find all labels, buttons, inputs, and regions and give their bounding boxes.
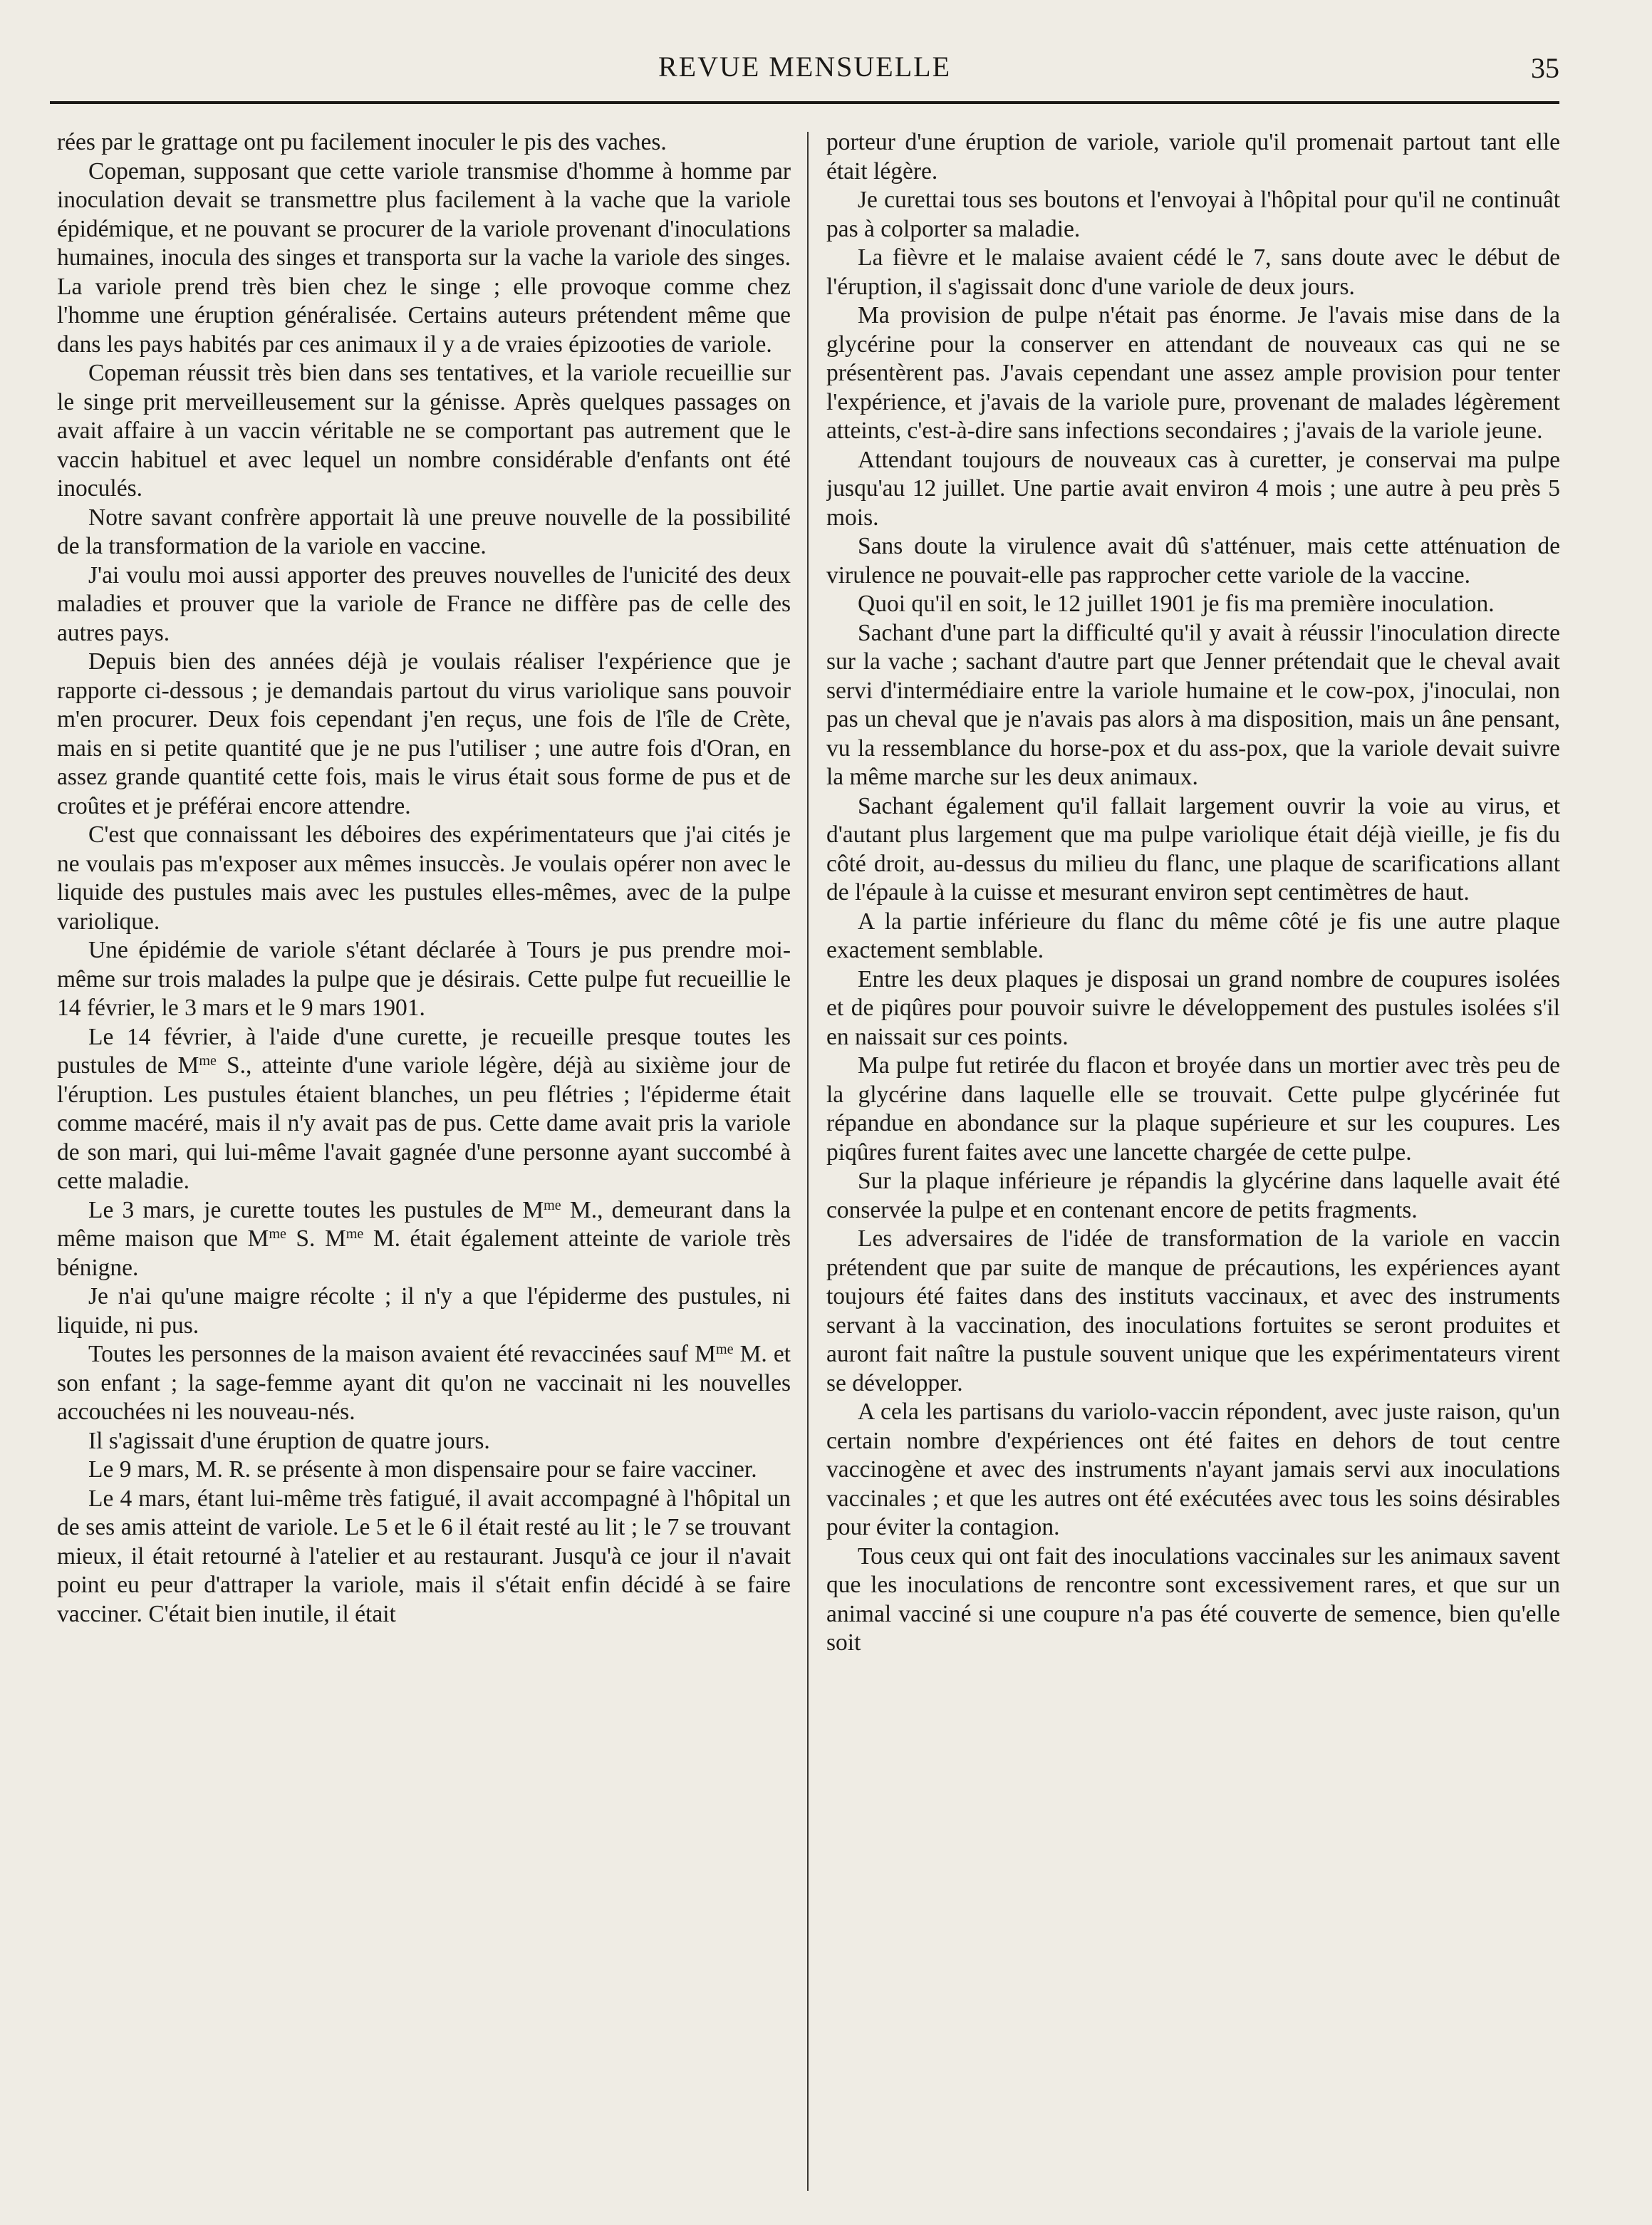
right-column — [826, 128, 1560, 2194]
superscript: me — [199, 1052, 217, 1069]
paragraph: Copeman, supposant que cette variole transmise d'homme à homme par inoculation devait se transmettre plus facilement à la vache que la variole épidémique, et ne pouvant se procurer de la variole provenant d'inoculations humaines, inocula des singes et transporta sur la vache la variole des singes. La variole prend très bien chez le singe ; elle provoque comme chez l'homme une éruption généralisée. Certains auteurs prétendent même que dans les pays habités par ces animaux il y a de vraies épizooties de variole. — [57, 157, 791, 358]
column-divider — [807, 132, 809, 2191]
text-run: M. était également atteinte de variole très bénigne. — [57, 1225, 791, 1281]
paragraph: Quoi qu'il en soit, le 12 juillet 1901 je fis ma première inoculation. — [858, 591, 1495, 617]
superscript: me — [544, 1197, 561, 1213]
paragraph: Copeman réussit très bien dans ses tentatives, et la variole recueillie sur le singe prit merveilleusement sur la génisse. Après quelques passages on avait affaire à un vaccin véritable ne se comportant pas autrement que le vaccin habituel et avec lequel un nombre considérable d'enfants ont été inoculés. — [57, 360, 791, 502]
text-run: Le 14 février, à l'aide d'une curette, je recueille presque toutes les pustules de M — [57, 1023, 791, 1079]
paragraph — [57, 1340, 791, 1427]
paragraph: Attendant toujours de nouveaux cas à curetter, je conservai ma pulpe jusqu'au 12 juillet. Une partie avait environ 4 mois ; une autre à peu près 5 mois. — [826, 446, 1560, 531]
paragraph: Notre savant confrère apportait là une preuve nouvelle de la possibilité de la transformation de la variole en vaccine. — [57, 504, 791, 559]
text-run: S., atteinte d'une variole légère, déjà au sixième jour de l'éruption. Les pustules étaient blanches, un peu flétries ; l'épiderme était comme macéré, mais il n'y avait pas de pus. Cette dame avait pris la variole de son mari, qui lui-même l'avait gagnée d'une personne ayant succombé à cette maladie. — [57, 1052, 791, 1194]
paragraph — [57, 1196, 791, 1283]
text-run: S. M — [286, 1225, 346, 1252]
running-title: REVUE MENSUELLE — [658, 51, 952, 83]
text-run: M., demeurant dans la même maison que M — [57, 1196, 791, 1252]
superscript: me — [346, 1225, 364, 1242]
paragraph: Sur la plaque inférieure je répandis la glycérine dans laquelle avait été conservée la pulpe et en contenant encore de petits fragments. — [826, 1168, 1560, 1223]
paragraph: La fièvre et le malaise avaient cédé le 7, sans doute avec le début de l'éruption, il s'agissait donc d'une variole de deux jours. — [826, 244, 1560, 300]
paragraph: Sachant également qu'il fallait largement ouvrir la voie au virus, et d'autant plus largement que ma pulpe variolique était déjà vieille, je fis du côté droit, au-dessus du milieu du flanc, une plaque de scarifications allant de l'épaule à la cuisse et mesurant environ sept centimètres de haut. — [826, 792, 1560, 906]
paragraph: Entre les deux plaques je disposai un grand nombre de coupures isolées et de piqûres pour pouvoir suivre le développement des pustules isolées s'il en naissait sur ces points. — [826, 965, 1560, 1050]
paragraph: Ma provision de pulpe n'était pas énorme. Je l'avais mise dans de la glycérine pour la conserver en attendant de nouveaux cas qui ne se présentèrent pas. J'avais cependant une assez ample provision pour tenter l'expérience, et j'avais de la variole pure, provenant de malades légèrement atteints, c'est-à-dire sans infections secondaires ; j'avais de la variole jeune. — [826, 302, 1560, 444]
paragraph: rées par le grattage ont pu facilement inoculer le pis des vaches. — [57, 129, 667, 155]
paragraph: Je curettai tous ses boutons et l'envoyai à l'hôpital pour qu'il ne continuât pas à colporter sa maladie. — [826, 187, 1560, 242]
paragraph: Le 4 mars, étant lui-même très fatigué, il avait accompagné à l'hôpital un de ses amis atteint de variole. Le 5 et le 6 il était resté au lit ; le 7 se trouvant mieux, il était retourné à l'atelier et au restaurant. Jusqu'à ce jour il n'avait point eu peur d'attraper la variole, mais il s'était enfin décidé à se faire vacciner. C'était bien inutile, il était — [57, 1485, 791, 1627]
paragraph: Une épidémie de variole s'étant déclarée à Tours je pus prendre moi-même sur trois malades la pulpe que je désirais. Cette pulpe fut recueillie le 14 février, le 3 mars et le 9 mars 1901. — [57, 937, 791, 1021]
page-header — [50, 50, 1559, 90]
paragraph: J'ai voulu moi aussi apporter des preuves nouvelles de l'unicité des deux maladies et prouver que la variole de France ne diffère pas de celle des autres pays. — [57, 561, 791, 646]
text-run: Toutes les personnes de la maison avaient été revaccinées sauf M — [88, 1341, 716, 1367]
paragraph — [57, 1023, 791, 1196]
paragraph: A cela les partisans du variolo-vaccin répondent, avec juste raison, qu'un certain nombre d'expériences ont été faites en dehors de tout centre vaccinogène et avec des instruments n'ayant jamais servi aux inoculations vaccinales ; et que les autres ont été exécutées avec tous les soins désirables pour éviter la contagion. — [826, 1399, 1560, 1540]
paragraph: Tous ceux qui ont fait des inoculations vaccinales sur les animaux savent que les inoculations de rencontre sont excessivement rares, et que sur un animal vacciné si une coupure n'a pas été couverte de semence, bien qu'elle soit — [826, 1542, 1560, 1656]
superscript: me — [715, 1341, 734, 1357]
paragraph: porteur d'une éruption de variole, variole qu'il promenait partout tant elle était légère. — [826, 129, 1560, 185]
header-rule — [50, 101, 1559, 104]
text-run: M. et son enfant ; la sage-femme ayant dit qu'on ne vaccinait ni les nouvelles accouchées ni les nouveau-nés. — [57, 1341, 791, 1425]
paragraph: Les adversaires de l'idée de transformation de la variole en vaccin prétendent que par suite de manque de précautions, les expériences ayant toujours été faites dans des instituts vaccinaux, et avec des instruments servant à la vaccination, des inoculations fortuites se seront produites et auront fait naître la pustule souvent unique que les expérimentateurs virent se développer. — [826, 1225, 1560, 1396]
page-number: 35 — [1531, 52, 1559, 84]
paragraph: Sachant d'une part la difficulté qu'il y avait à réussir l'inoculation directe sur la vache ; sachant d'autre part que Jenner prétendait que le cheval avait servi d'intermédiaire entre la variole humaine et le cow-pox, j'inoculai, non pas un cheval que je n'avais pas alors à ma disposition, mais un âne pensant, vu la ressemblance du horse-pox et du ass-pox, que la variole devait suivre la même marche sur les deux animaux. — [826, 619, 1560, 790]
paragraph: Sans doute la virulence avait dû s'atténuer, mais cette atténuation de virulence ne pouvait-elle pas rapprocher cette variole de la vaccine. — [826, 533, 1560, 588]
paragraph: C'est que connaissant les déboires des expérimentateurs que j'ai cités je ne voulais pas m'exposer aux mêmes insuccès. Je voulais opérer non avec le liquide des pustules mais avec les pustules elles-mêmes, avec de la pulpe variolique. — [57, 821, 791, 935]
paragraph: Ma pulpe fut retirée du flacon et broyée dans un mortier avec très peu de la glycérine dans laquelle elle se trouvait. Cette pulpe glycérinée fut répandue en abondance sur la plaque supérieure et sur les coupures. Les piqûres furent faites avec une lancette chargée de cette pulpe. — [826, 1052, 1560, 1166]
paragraph: A la partie inférieure du flanc du même côté je fis une autre plaque exactement semblable. — [826, 908, 1560, 963]
paragraph: Depuis bien des années déjà je voulais réaliser l'expérience que je rapporte ci-dessous ; je demandais partout du virus variolique sans pouvoir m'en procurer. Deux fois cependant j'en reçus, une fois de l'île de Crète, mais en si petite quantité que je ne pus l'utiliser ; une autre fois d'Oran, en assez grande quantité cette fois, mais le virus était sous forme de pus et de croûtes et je préférai encore attendre. — [57, 648, 791, 819]
paragraph: Il s'agissait d'une éruption de quatre jours. — [88, 1427, 490, 1454]
text-run: Le 3 mars, je curette toutes les pustules de M — [88, 1196, 544, 1223]
paragraph: Je n'ai qu'une maigre récolte ; il n'y a que l'épiderme des pustules, ni liquide, ni pus. — [57, 1283, 791, 1339]
left-column — [57, 128, 791, 2194]
paragraph: Le 9 mars, M. R. se présente à mon dispensaire pour se faire vacciner. — [88, 1456, 757, 1483]
superscript: me — [269, 1225, 286, 1242]
